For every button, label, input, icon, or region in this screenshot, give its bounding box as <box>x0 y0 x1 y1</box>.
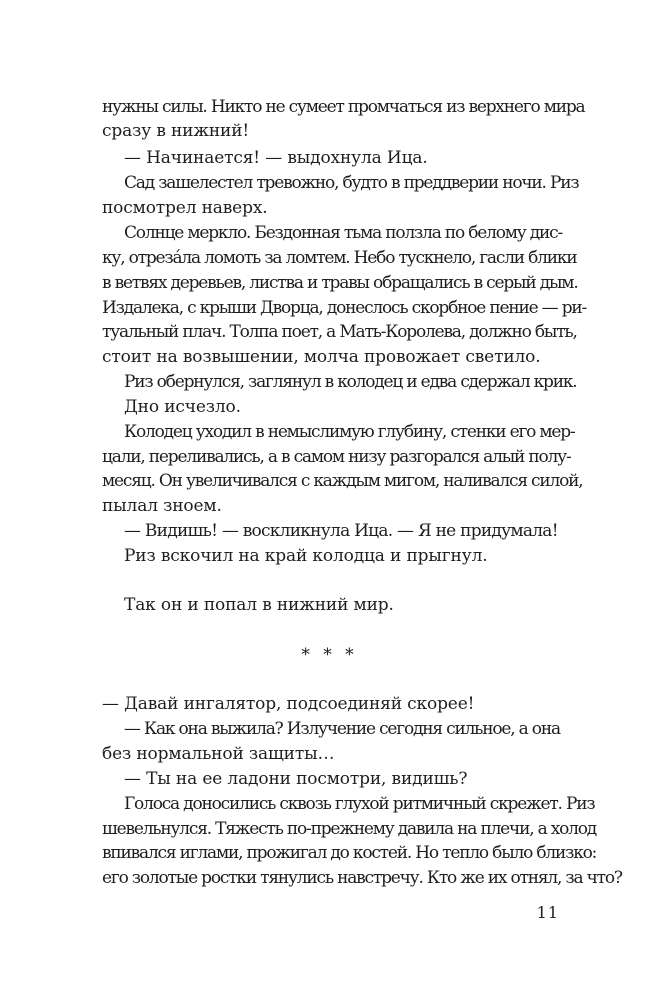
text-line: впивался иглами, прожигал до костей. Но тепло было близко: <box>102 843 597 863</box>
text-line: — Видишь! — воскликнула Ица. — Я не придумала! <box>124 521 558 541</box>
text-line: — Как она выжила? Излучение сегодня сильное, а она <box>124 719 560 739</box>
text-line: цали, переливались, а в самом низу разгорался алый полу- <box>102 447 571 467</box>
section-separator: * * * <box>301 645 358 665</box>
text-line: Сад зашелестел тревожно, будто в преддверии ночи. Риз <box>124 173 579 193</box>
text-line: месяц. Он увеличивался с каждым мигом, наливался силой, <box>102 471 583 491</box>
text-line: — Начинается! — выдохнула Ица. <box>124 148 428 168</box>
text-line: стоит на возвышении, молча провожает светило. <box>102 347 541 367</box>
text-line: шевельнулся. Тяжесть по-прежнему давила на плечи, а холод <box>102 819 597 839</box>
text-line: нужны силы. Никто не сумеет промчаться из верхнего мира <box>102 97 585 117</box>
text-line: — Давай ингалятор, подсоединяй скорее! <box>102 694 475 714</box>
text-line: Колодец уходил в немыслимую глубину, стенки его мер- <box>124 422 575 442</box>
text-line: его золотые ростки тянулись навстречу. Кто же их отнял, за что? <box>102 868 622 888</box>
text-line: Риз обернулся, заглянул в колодец и едва сдержал крик. <box>124 372 577 392</box>
text-line: в ветвях деревьев, листва и травы обращались в серый дым. <box>102 273 578 293</box>
text-line: Риз вскочил на край колодца и прыгнул. <box>124 546 488 566</box>
text-line: Так он и попал в нижний мир. <box>124 595 394 615</box>
text-line: Дно исчезло. <box>124 397 241 417</box>
text-line: Солнце меркло. Бездонная тьма ползла по белому дис- <box>124 223 563 243</box>
text-line: — Ты на ее ладони посмотри, видишь? <box>124 769 468 789</box>
page-number: 11 <box>536 903 559 922</box>
text-line: Голоса доносились сквозь глухой ритмичный скрежет. Риз <box>124 794 595 814</box>
text-line: без нормальной защиты… <box>102 744 335 764</box>
text-line: ку, отрезáла ломоть за ломтем. Небо тускнело, гасли блики <box>102 248 577 268</box>
text-line: Издалека, с крыши Дворца, донеслось скорбное пение — ри- <box>102 298 587 318</box>
text-line: сразу в нижний! <box>102 121 250 141</box>
text-line: посмотрел наверх. <box>102 198 268 218</box>
text-line: пылал зноем. <box>102 496 222 516</box>
text-line: туальный плач. Толпа поет, а Мать-Королева, должно быть, <box>102 322 577 342</box>
